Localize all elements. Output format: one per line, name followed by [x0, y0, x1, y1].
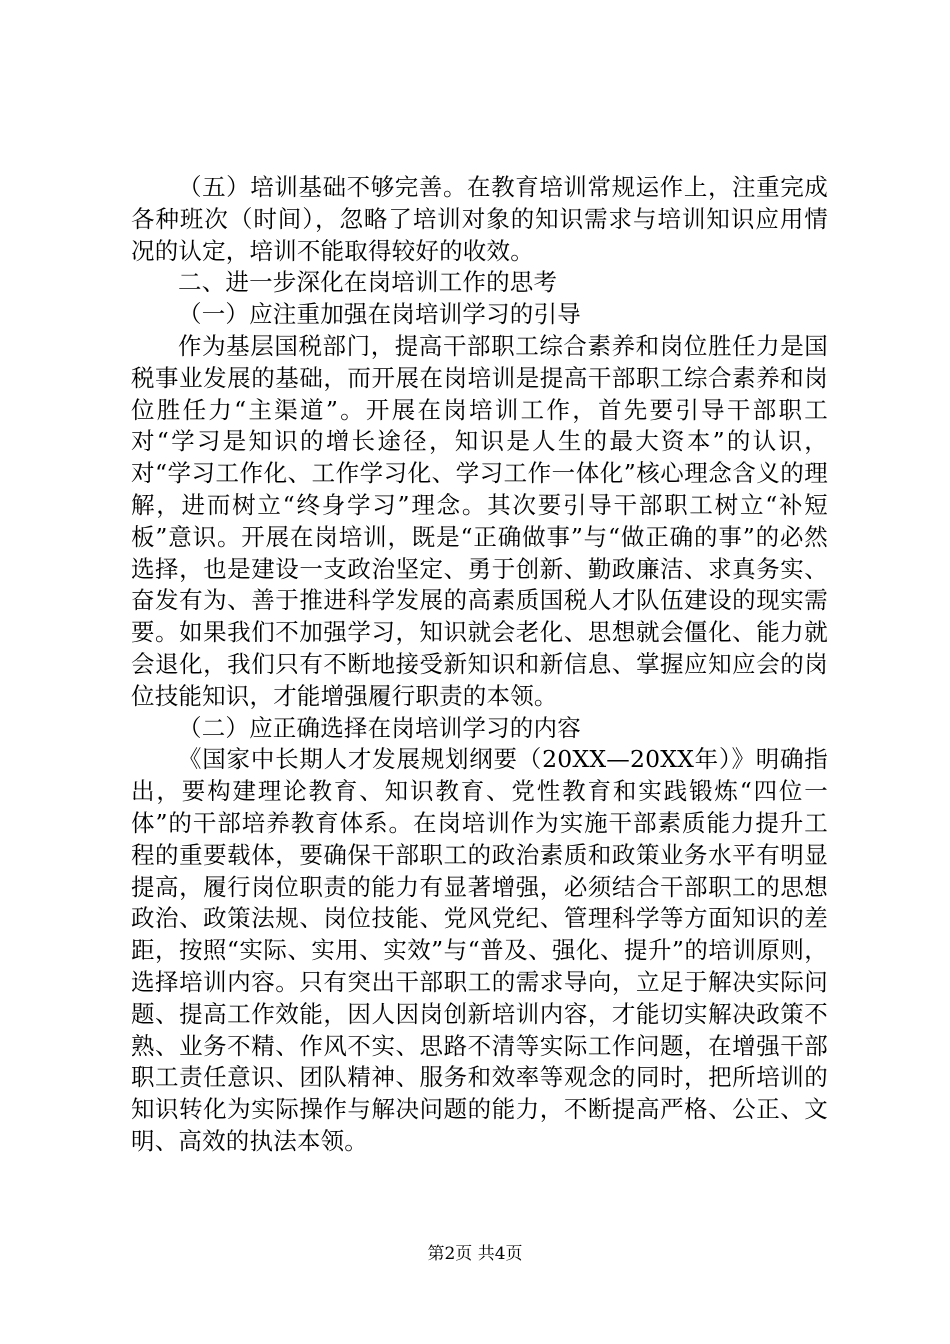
section-heading-deepen-training: 二、进一步深化在岗培训工作的思考: [178, 268, 558, 297]
page-number: 第2页 共4页: [427, 1244, 523, 1264]
page-footer: [0, 1243, 950, 1265]
subheading-guidance: （一）应注重加强在岗培训学习的引导: [178, 300, 581, 329]
document-body: [131, 172, 828, 1158]
paragraph-content: 《国家中长期人才发展规划纲要（20XX—20XX年）》明确指出，要构建理论教育、知识教育、党性教育和实践锻炼“四位一体”的干部培养教育体系。在岗培训作为实施干部素质能力提升工程的重要载体，要确保干部职工的政治素质和政策业务水平有明显提高，履行岗位职责的能力有显著增强，必须结合干部职工的思想政治、政策法规、岗位技能、党风党纪、管理科学等方面知识的差距，按照“实际、实用、实效”与“普及、强化、提升”的培训原则，选择培训内容。只有突出干部职工的需求导向，立足于解决实际问题、提高工作效能，因人因岗创新培训内容，才能切实解决政策不熟、业务不精、作风不实、思路不清等实际工作问题，在增强干部职工责任意识、团队精神、服务和效率等观念的同时，把所培训的知识转化为实际操作与解决问题的能力，不断提高严格、公正、文明、高效的执法本领。: [131, 745, 828, 1155]
subheading-content: （二）应正确选择在岗培训学习的内容: [178, 713, 581, 742]
paragraph-guidance: 作为基层国税部门，提高干部职工综合素养和岗位胜任力是国税事业发展的基础，而开展在岗培训是提高干部职工综合素养和岗位胜任力“主渠道”。开展在岗培训工作，首先要引导干部职工对“学习是知识的增长途径，知识是人生的最大资本”的认识，对“学习工作化、工作学习化、学习工作一体化”核心理念含义的理解，进而树立“终身学习”理念。其次要引导干部职工树立“补短板”意识。开展在岗培训，既是“正确做事”与“做正确的事”的必然选择，也是建设一支政治坚定、勇于创新、勤政廉洁、求真务实、奋发有为、善于推进科学发展的高素质国税人才队伍建设的现实需要。如果我们不加强学习，知识就会老化、思想就会僵化、能力就会退化，我们只有不断地接受新知识和新信息、掌握应知应会的岗位技能知识，才能增强履行职责的本领。: [131, 331, 828, 710]
paragraph-training-foundation: （五）培训基础不够完善。在教育培训常规运作上，注重完成各种班次（时间），忽略了培训对象的知识需求与培训知识应用情况的认定，培训不能取得较好的收效。: [131, 173, 828, 265]
